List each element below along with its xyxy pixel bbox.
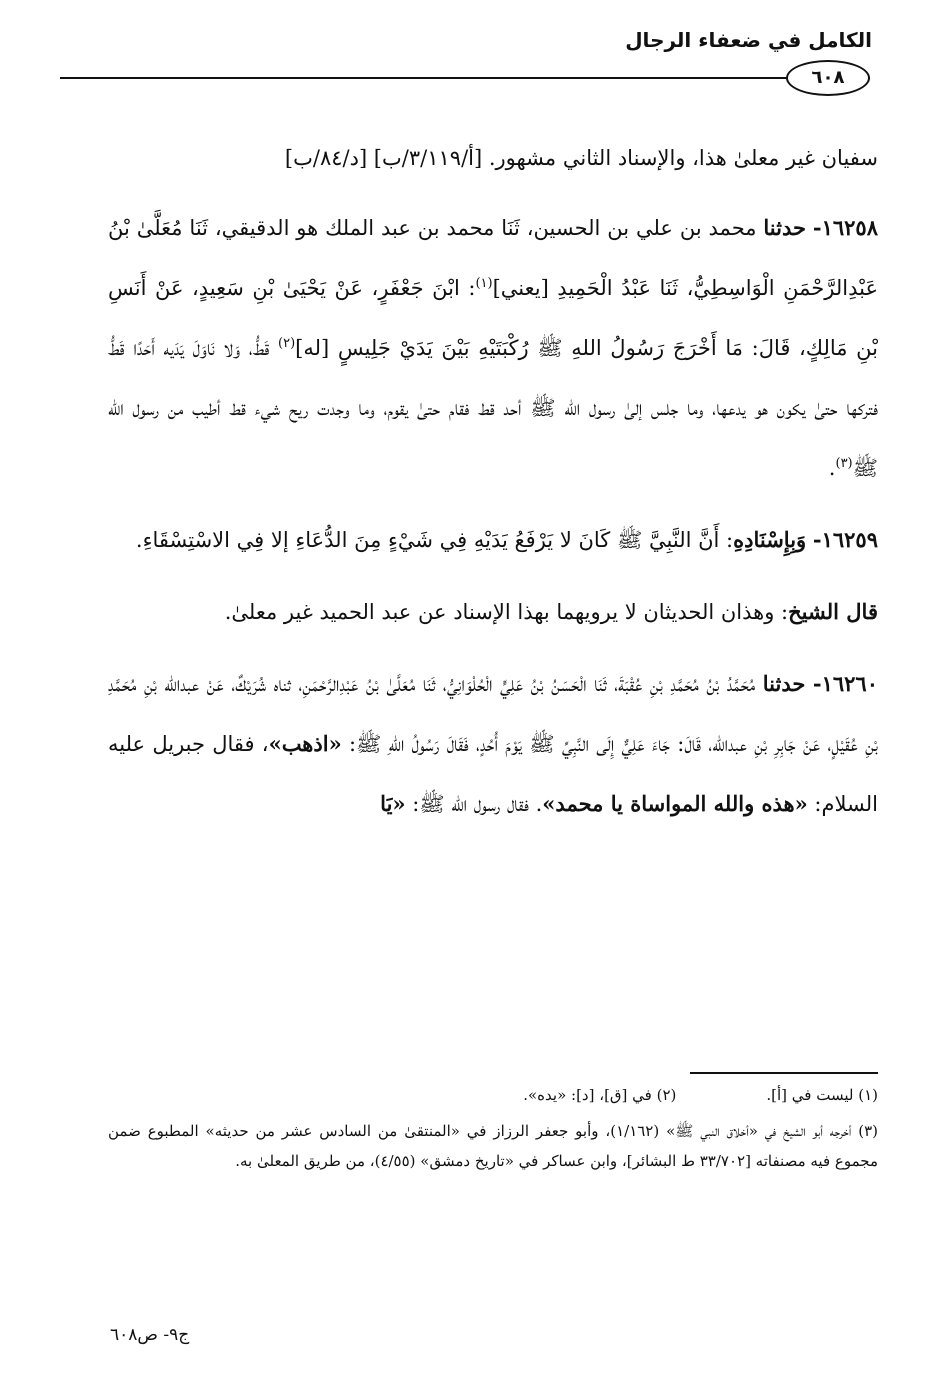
footnote-1: (١) ليست في [أ]. bbox=[766, 1086, 878, 1104]
hadith-16260 bbox=[108, 654, 878, 834]
comment-text: : وهذان الحديثان لا يرويهما بهذا الإسناد عن عبد الحميد غير معلىٰ. bbox=[224, 600, 789, 624]
footnotes bbox=[108, 1080, 878, 1176]
hadith-16259 bbox=[108, 510, 878, 570]
running-title: الكامل في ضعفاء الرجال bbox=[625, 28, 872, 52]
quote: «اذهب» bbox=[268, 731, 342, 756]
page-number-badge: ٦٠٨ bbox=[786, 60, 870, 96]
hadith-lead: وَبِإِسْنَادِهِ bbox=[733, 527, 807, 552]
footnote-2: (٢) في [ق]، [د]: «يده». bbox=[523, 1086, 677, 1104]
footnote-ref-1: (١) bbox=[475, 276, 493, 291]
hadith-text: ، فقال جبريل عليه السلام: bbox=[108, 732, 878, 816]
footnote-ref-2: (٢) bbox=[278, 336, 296, 351]
volume-page-signature: ج٩- ص٦٠٨ bbox=[110, 1325, 190, 1345]
quote: «يَا bbox=[380, 791, 406, 816]
hadith-text: مُحَمَّدُ بْنُ مُحَمَّدِ بْنِ عُقْبَةَ، ثَنَا الْحَسَنُ بْنُ عَلِيٍّ الْحُلْوَانِيُّ، ثَنَا مُعَلَّىٰ بْنُ عَبْدِالرَّحْمَنِ، ثناه شُرَيْكٌ، عَنْ عبدالله بْنِ مُحَمَّدِ بْنِ عُقَيْلٍ، عَنْ جَابِرِ بْنِ عبدالله، قَالَ: جَاءَ عَلِيٌّ إِلَى النَّبِيِّ ﷺ يَوْمَ أُحُدٍ، فَقَالَ رَسُولُ اللهِ ﷺ: bbox=[108, 672, 878, 756]
footnote-rule bbox=[690, 1072, 878, 1074]
header-rule bbox=[60, 77, 870, 79]
hadith-text: : أَنَّ النَّبِيَّ ﷺ كَانَ لا يَرْفَعُ يَدَيْهِ فِي شَيْءٍ مِنَ الدُّعَاءِ إلا فِي الاسْتِسْقَاءِ. bbox=[135, 528, 734, 552]
hadith-lead: حدثنا bbox=[763, 215, 806, 240]
hadith-text: . bbox=[828, 456, 836, 480]
hadith-text: قَطُّ، وَلا نَاوَلَ يَدَيه أَحَدًا قَطُّ فتركها حتىٰ يكون هو يدعها، وما جلس إلىٰ رسول الله ﷺ أحد قط فقام حتىٰ يقوم، وما وجدت ريح شيء قط أطيب من رسول الله ﷺ bbox=[108, 336, 878, 480]
footnote-row bbox=[108, 1080, 878, 1110]
hadith-number: ١٦٢٥٨- bbox=[812, 215, 878, 240]
hadith-16258 bbox=[108, 198, 878, 498]
paragraph-continuation: سفيان غير معلىٰ هذا، والإسناد الثاني مشهور. [أ/٣/١١٩/ب] [د/٨٤/ب] bbox=[284, 146, 878, 170]
sheikh-comment bbox=[108, 582, 878, 642]
hadith-number: ١٦٢٦٠- bbox=[812, 671, 878, 696]
hadith-text: . فقال رسول الله ﷺ: bbox=[405, 792, 543, 816]
footnote-ref-3: (٣) bbox=[835, 456, 853, 471]
quote: «هذه والله المواساة يا محمد» bbox=[542, 791, 808, 816]
hadith-text: : ابْنَ جَعْفَرٍ، عَنْ يَحْيَىٰ بْنِ سَعِيدٍ، عَنْ أَنَسِ بْنِ مَالِكٍ، قَالَ: مَا أَخْرَجَ رَسُولُ اللهِ ﷺ رُكْبَتَيْهِ بَيْنَ يَدَيْ جَلِيسٍ [له] bbox=[108, 276, 879, 360]
comment-lead: قال الشيخ bbox=[788, 599, 878, 624]
hadith-lead: حدثنا bbox=[762, 671, 806, 696]
hadith-number: ١٦٢٥٩- bbox=[812, 527, 878, 552]
hadith-text: محمد بن علي بن الحسين، ثَنَا محمد بن عبد الملك هو الدقيقي، ثَنَا مُعَلَّىٰ بْنُ عَبْدِالرَّحْمَنِ الْوَاسِطِيُّ، ثَنَا عَبْدُ الْحَمِيدِ [يعني] bbox=[108, 216, 878, 300]
main-text bbox=[108, 128, 878, 846]
footnote-3: (٣) أخرجه أبو الشيخ في «أخلاق النبي ﷺ» (١/١٦٢)، وأبو جعفر الرزاز في «المنتقىٰ من السادس عشر من حديثه» المطبوع ضمن مجموع فيه مصنفاته [٣٣/٧٠٢ ط البشائر]، وابن عساكر في «تاريخ دمشق» (٤/٥٥)، من طريق المعلىٰ به. bbox=[108, 1122, 878, 1170]
